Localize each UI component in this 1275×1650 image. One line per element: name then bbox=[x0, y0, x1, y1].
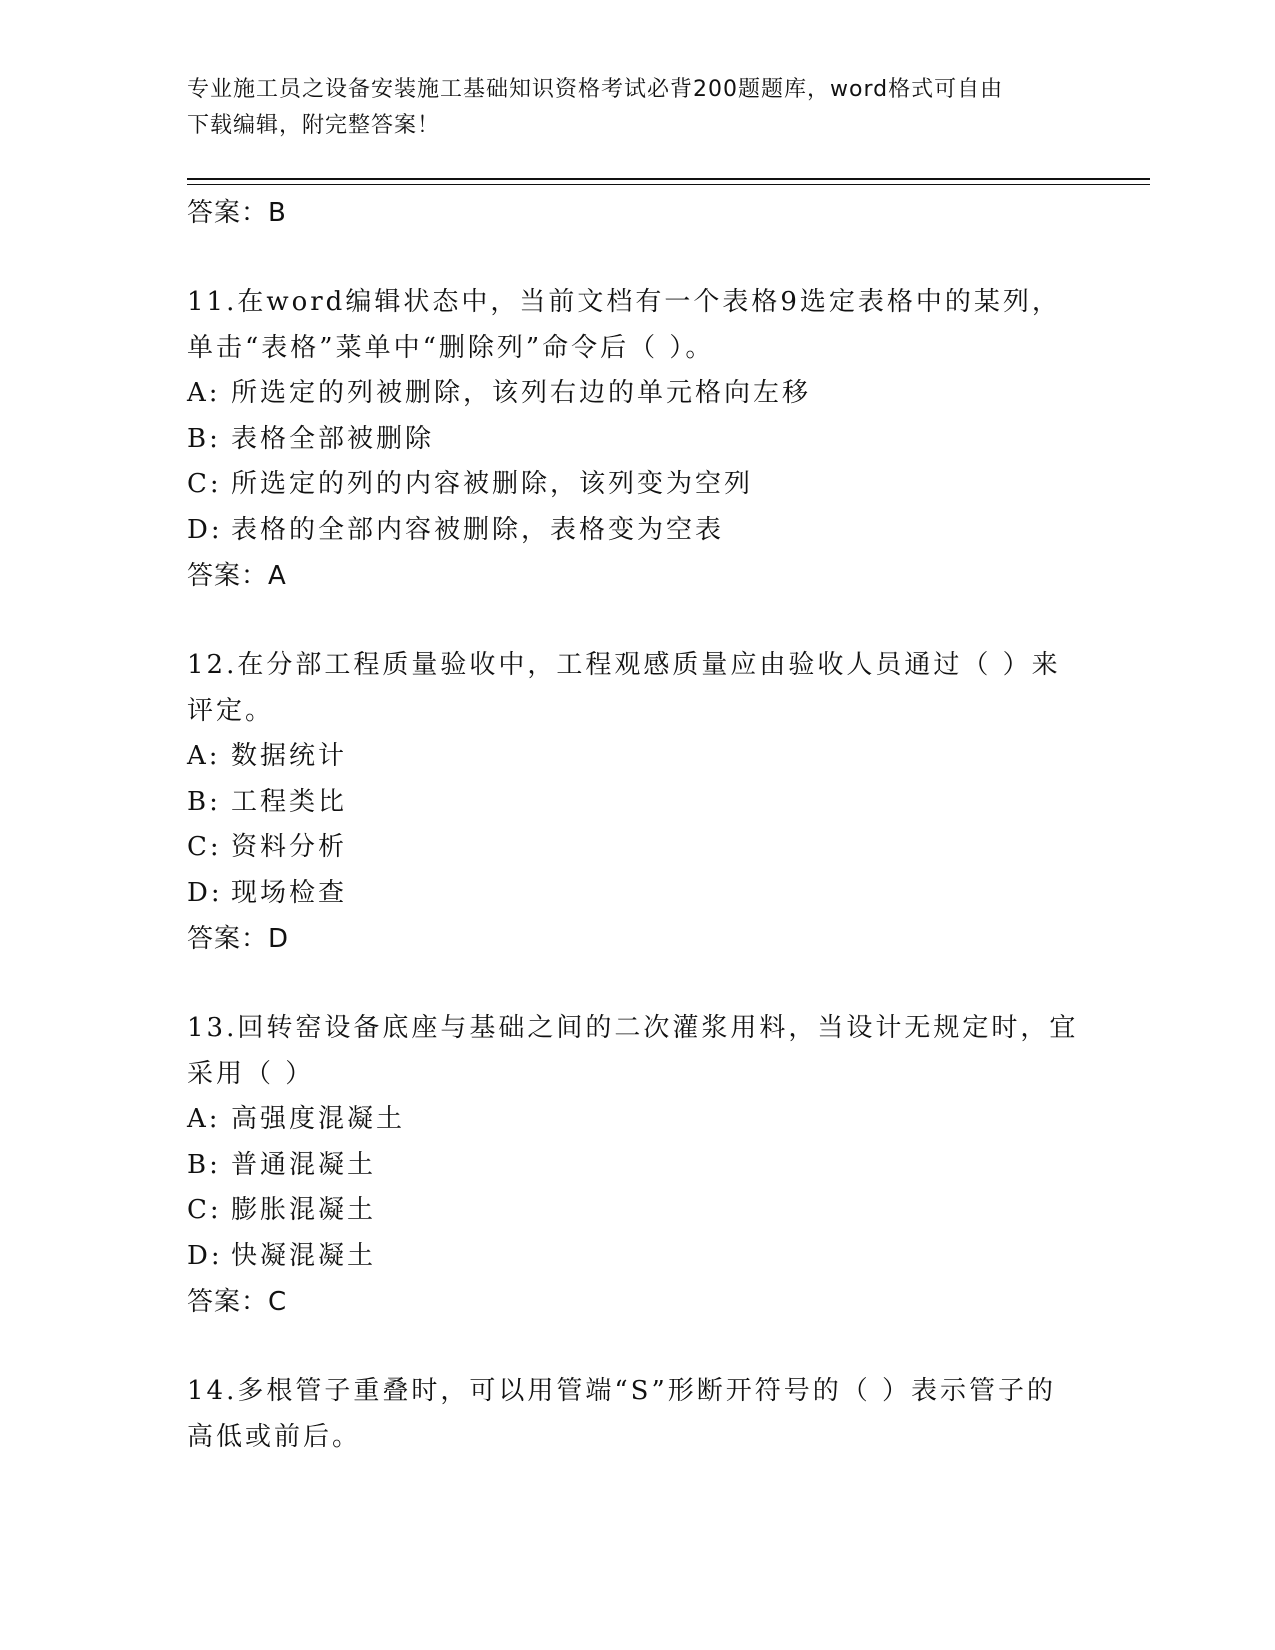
option-text: 所选定的列被删除，该列右边的单元格向左移 bbox=[231, 378, 812, 408]
option-a bbox=[187, 734, 1087, 780]
option-a bbox=[187, 371, 1087, 417]
option-b bbox=[187, 780, 1087, 826]
option-text: 快凝混凝土 bbox=[231, 1240, 377, 1271]
option-c bbox=[187, 825, 1087, 871]
answer: 答案：D bbox=[187, 924, 290, 954]
option-text: 工程类比 bbox=[231, 786, 348, 817]
option-letter: C: bbox=[187, 832, 222, 862]
question-13 bbox=[187, 1006, 1087, 1325]
option-a bbox=[187, 1097, 1087, 1143]
option-letter: D: bbox=[187, 514, 223, 545]
document-body bbox=[187, 190, 1087, 1460]
option-text: 表格全部被删除 bbox=[231, 423, 435, 454]
answer: 答案：A bbox=[187, 561, 287, 591]
option-letter: C: bbox=[187, 1195, 222, 1225]
question-14 bbox=[187, 1369, 1087, 1460]
question-text-line-1: 13.回转窑设备底座与基础之间的二次灌浆用料，当设计无规定时，宜 bbox=[187, 1013, 1079, 1043]
option-letter: A: bbox=[187, 1104, 221, 1134]
answer-previous: 答案：B bbox=[187, 198, 287, 228]
question-text-line-2: 高低或前后。 bbox=[187, 1421, 362, 1452]
option-d bbox=[187, 508, 1087, 554]
option-b bbox=[187, 1143, 1087, 1189]
header-divider-thick bbox=[187, 178, 1150, 180]
header-line-2: 下载编辑，附完整答案！ bbox=[187, 113, 441, 138]
question-text-line-2: 评定。 bbox=[187, 695, 275, 726]
option-text: 资料分析 bbox=[231, 832, 348, 862]
option-letter: C: bbox=[187, 469, 222, 499]
question-text-line-1: 12.在分部工程质量验收中，工程观感质量应由验收人员通过（ ）来 bbox=[187, 650, 1061, 680]
option-text: 膨胀混凝土 bbox=[231, 1195, 377, 1225]
header-divider-thin bbox=[187, 184, 1150, 185]
question-12 bbox=[187, 643, 1087, 962]
option-text: 数据统计 bbox=[231, 741, 348, 771]
option-letter: B: bbox=[187, 786, 221, 817]
option-letter: B: bbox=[187, 423, 221, 454]
option-text: 普通混凝土 bbox=[231, 1149, 377, 1180]
option-letter: D: bbox=[187, 1240, 223, 1271]
option-text: 高强度混凝土 bbox=[231, 1104, 406, 1134]
option-c bbox=[187, 462, 1087, 508]
question-text-line-1: 14.多根管子重叠时，可以用管端“S”形断开符号的（ ）表示管子的 bbox=[187, 1376, 1057, 1406]
option-letter: A: bbox=[187, 741, 221, 771]
question-text-line-1: 11.在word编辑状态中，当前文档有一个表格9选定表格中的某列， bbox=[187, 287, 1061, 317]
header-line-1: 专业施工员之设备安装施工基础知识资格考试必背200题题库，word格式可自由 bbox=[187, 77, 1004, 102]
option-letter: B: bbox=[187, 1149, 221, 1180]
option-d bbox=[187, 1234, 1087, 1280]
question-text-line-2: 采用（ ） bbox=[187, 1058, 315, 1089]
question-text-line-2: 单击“表格”菜单中“删除列”命令后（ ）。 bbox=[187, 332, 715, 363]
document-header bbox=[187, 72, 1067, 144]
option-b bbox=[187, 417, 1087, 463]
option-text: 所选定的列的内容被删除，该列变为空列 bbox=[231, 469, 754, 499]
option-d bbox=[187, 871, 1087, 917]
question-11 bbox=[187, 280, 1087, 599]
option-text: 表格的全部内容被删除，表格变为空表 bbox=[231, 514, 725, 545]
option-c bbox=[187, 1188, 1087, 1234]
option-text: 现场检查 bbox=[231, 877, 348, 908]
option-letter: A: bbox=[187, 378, 221, 408]
option-letter: D: bbox=[187, 877, 223, 908]
answer: 答案：C bbox=[187, 1287, 288, 1317]
